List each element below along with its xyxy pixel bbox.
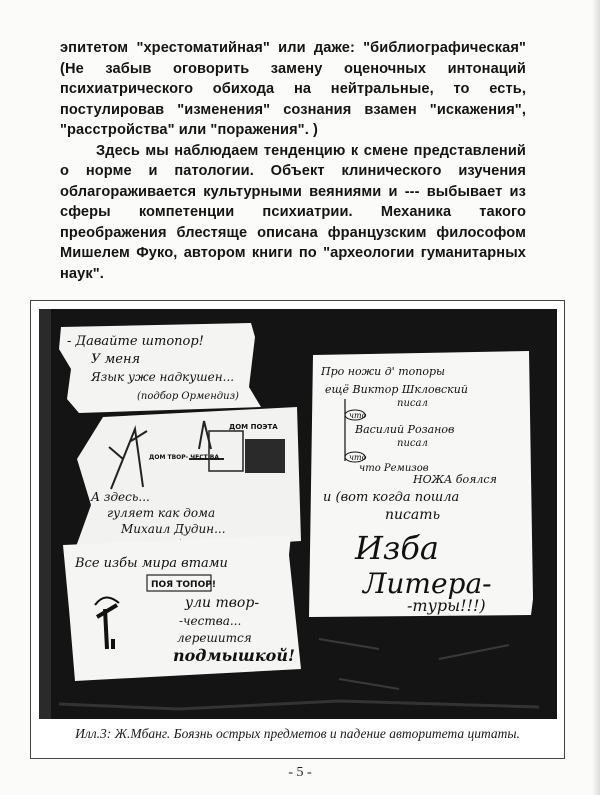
note-2-line-3: Михаил Дудин... <box>121 522 226 536</box>
note-3-line-3: -чества... <box>179 614 242 628</box>
note-2-sign-2: ДОМ ТВОР- ЧЕСТ ВА <box>149 454 219 461</box>
note-2-line-2: гуляет как дома <box>107 506 216 520</box>
note-4-line-7: что <box>349 453 367 462</box>
note-2-sign-1: ДОМ ПОЭТА <box>229 423 278 431</box>
note-3 <box>63 535 301 681</box>
note-1-line-3: Язык уже надкушен... <box>91 370 235 384</box>
note-4-line-3: писал <box>397 398 428 409</box>
note-2-line-1: А здесь... <box>91 490 150 504</box>
note-4-line-6: писал <box>397 438 428 449</box>
note-3-line-5: подмышкой! <box>173 646 296 665</box>
note-4-line-12: Изба <box>355 529 439 567</box>
figure-caption: Илл.3: Ж.Мбанг. Боязнь острых предметов и падение авторитета цитаты. <box>75 726 520 741</box>
note-4-line-11: писать <box>385 507 441 523</box>
note-1-line-2: У меня <box>91 352 141 367</box>
dark-building-drawing <box>245 439 285 473</box>
illustration-frame <box>30 300 565 759</box>
collage-illustration <box>39 309 557 719</box>
note-4-line-8: что Ремизов <box>359 463 429 474</box>
note-2 <box>73 407 301 555</box>
note-1-line-4: (подбор Ормендиз) <box>137 391 239 402</box>
note-3-line-1: Все избы мира втами <box>75 556 228 571</box>
note-4-line-2: ещё Виктор Шкловский <box>325 383 468 396</box>
note-4-line-5: Василий Розанов <box>355 423 455 436</box>
note-3-sign: ПОЯ ТОПОР! <box>151 580 216 590</box>
paragraph-2: Здесь мы наблюдаем тенденцию к смене представлений о норме и патологии. Объект клинического изучения облагораживается культурными веяниями и --- выбывает из сферы компетенции психиатрии. Механика такого преображения блестяще описана французским философом Мишелем Фуко, автором книги по "археологии гуманитарных наук". <box>60 142 526 282</box>
collage-svg <box>39 309 557 719</box>
note-4-line-1: Про ножи д' топоры <box>321 365 445 378</box>
page-number: - 5 - <box>288 765 312 780</box>
page-edge-shadow <box>592 0 600 795</box>
note-3-line-4: лерешится <box>177 631 252 645</box>
body-text <box>60 38 526 284</box>
note-4-line-13: Литера- <box>363 567 492 600</box>
note-1-line-1: - Давайте штопор! <box>67 334 204 349</box>
note-4-line-10: и (вот когда пошла <box>323 490 460 505</box>
note-1 <box>59 323 261 413</box>
note-4-line-14: -туры!!!) <box>407 596 486 615</box>
note-3-line-2: ули твор- <box>185 595 260 611</box>
note-4 <box>309 351 533 617</box>
paragraph-1: эпитетом "хрестоматийная" или даже: "библиографическая" (Не забыв оговорить замену оценочных интонаций психиатрического обихода на нейтральные, то есть, постулировав "изменения" сознания взамен "искажения", "расстройства" или "поражения". ) <box>60 40 526 138</box>
note-4-line-9: НОЖА боялся <box>413 473 497 486</box>
note-4-line-4: что <box>349 411 367 420</box>
